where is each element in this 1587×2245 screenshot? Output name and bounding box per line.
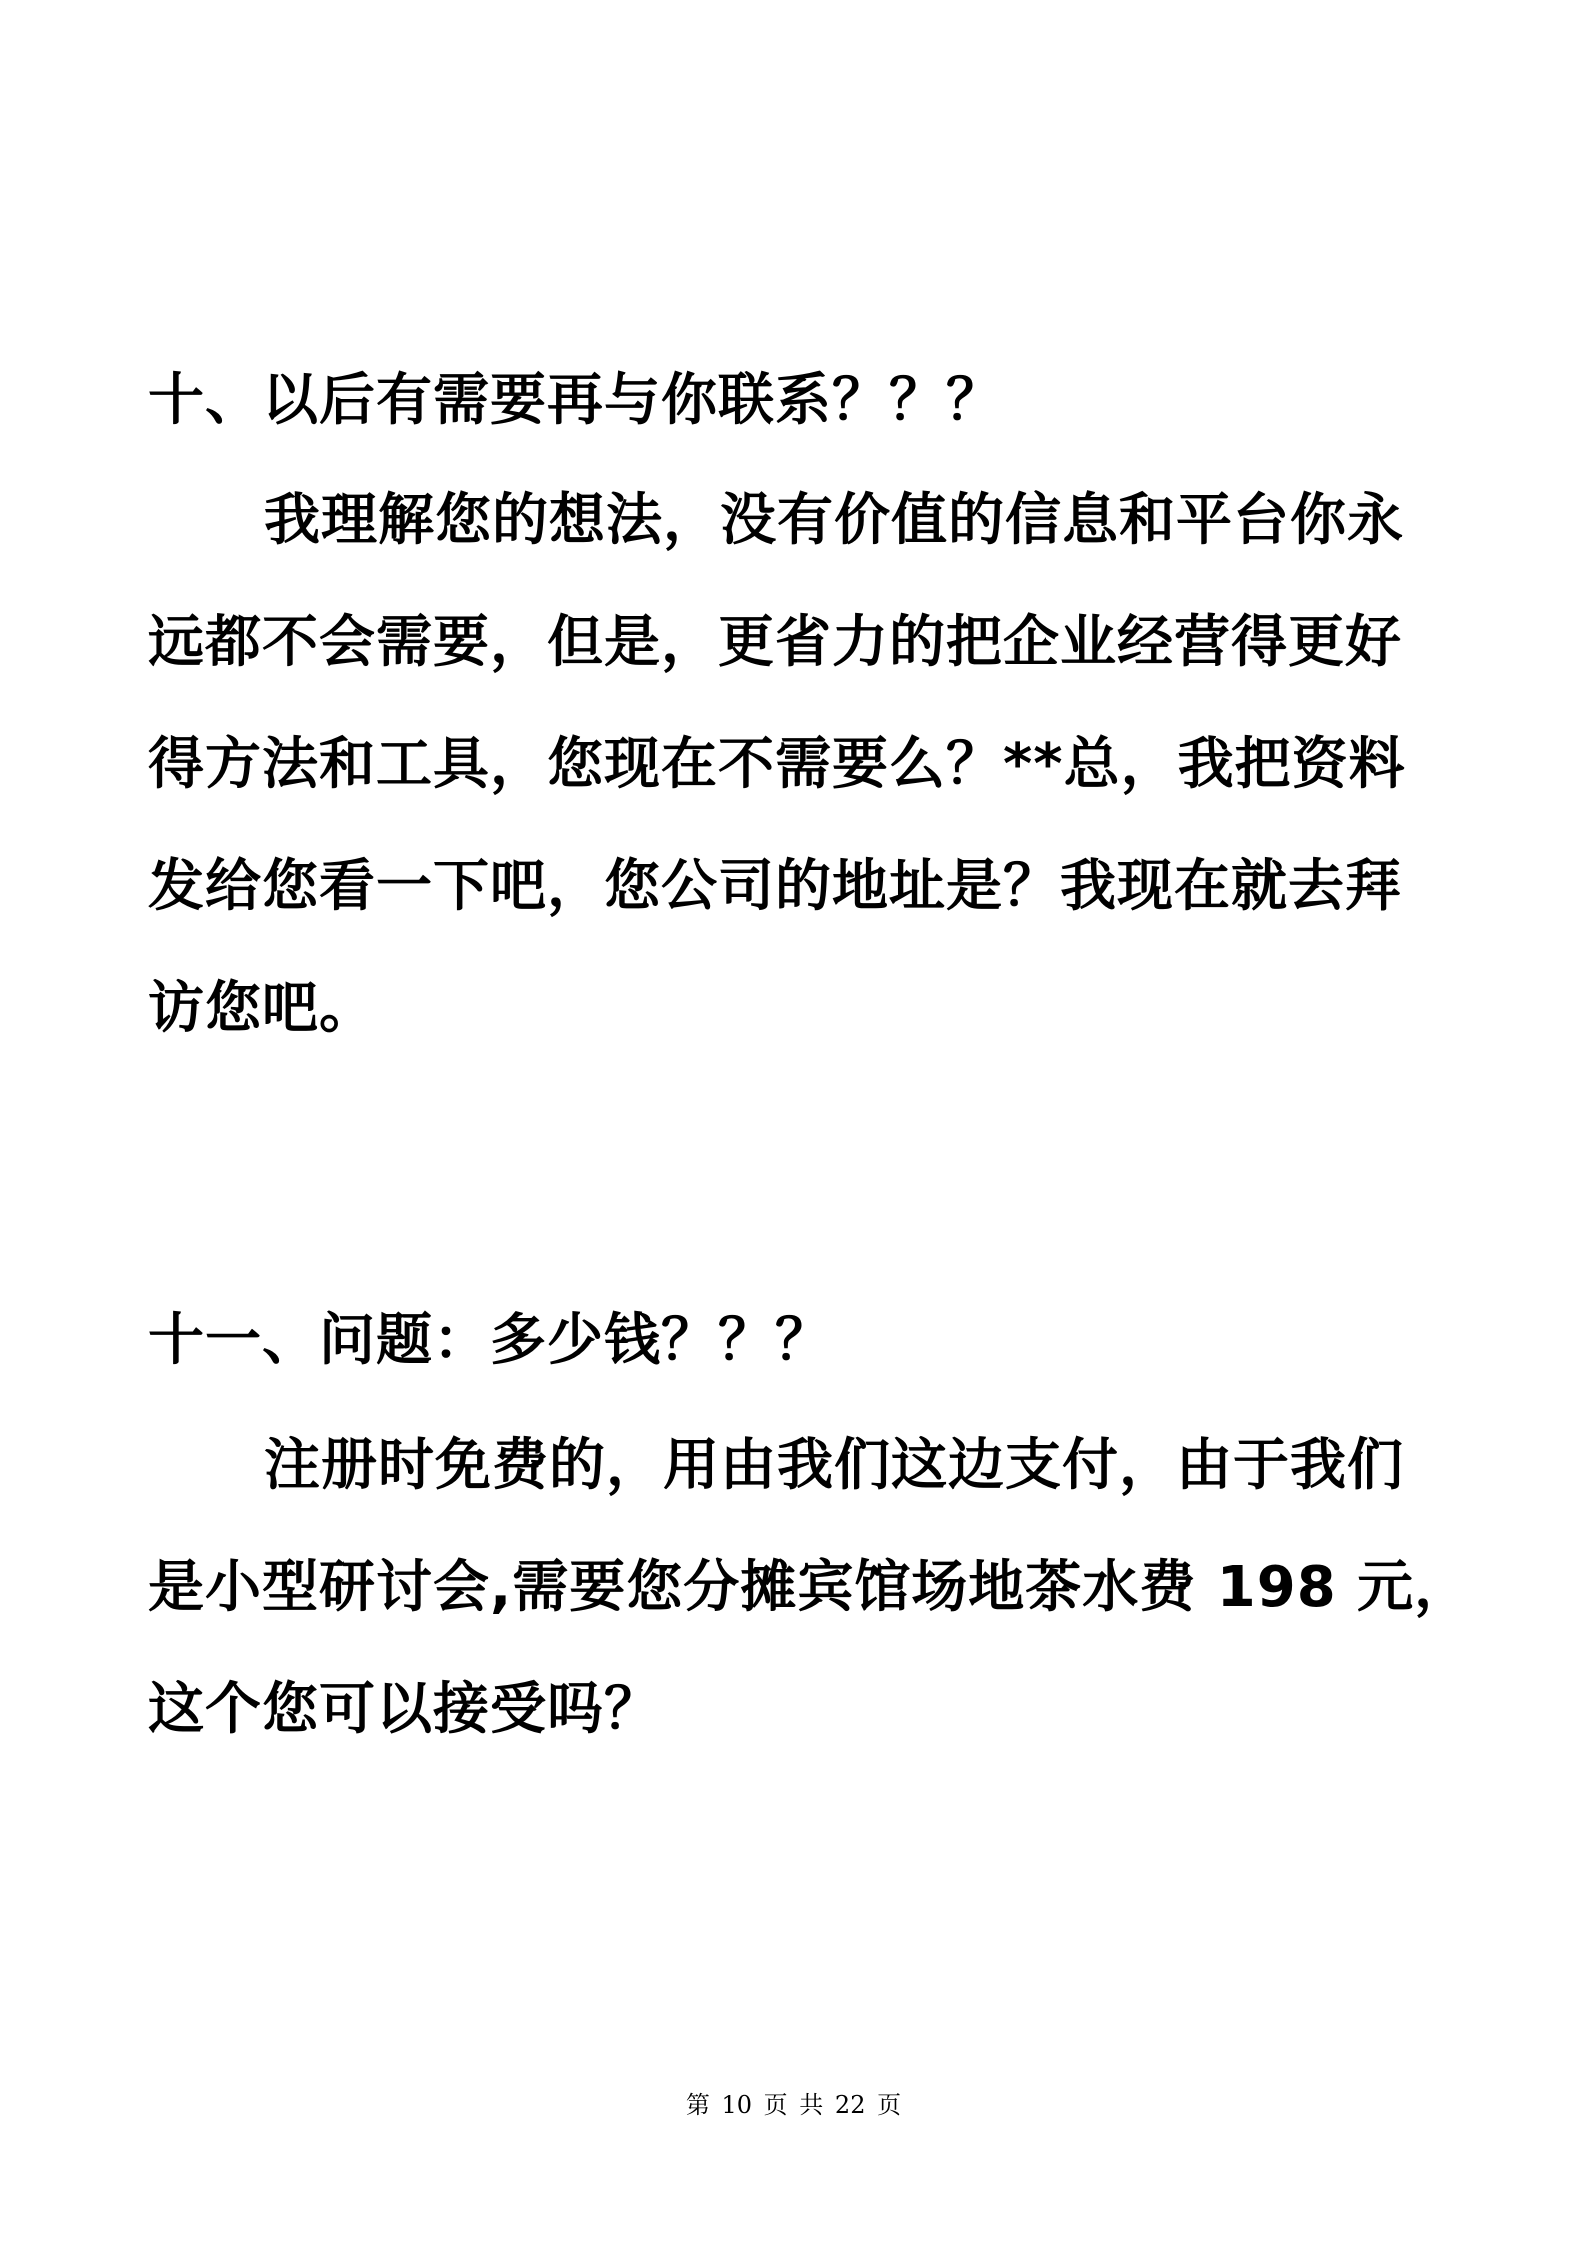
section-heading: 十、以后有需要再与你联系？？？: [148, 368, 1003, 433]
paragraph-line: 发给您看一下吧，您公司的地址是？我现在就去拜: [148, 854, 1402, 919]
page-number-footer: 第 10 页 共 22 页: [685, 2091, 902, 2119]
paragraph-line: 这个您可以接受吗？: [148, 1677, 661, 1742]
paragraph-line: 得方法和工具，您现在不需要么？**总，我把资料: [148, 732, 1406, 797]
paragraph-line: 访您吧。: [148, 976, 376, 1041]
paragraph-line: 是小型研讨会,需要您分摊宾馆场地茶水费 198 元，: [148, 1555, 1472, 1620]
paragraph-line: 远都不会需要，但是，更省力的把企业经营得更好: [148, 610, 1402, 675]
paragraph-line: 我理解您的想法，没有价值的信息和平台你永: [264, 488, 1404, 553]
paragraph-line: 注册时免费的，用由我们这边支付，由于我们: [264, 1433, 1404, 1498]
section-heading: 十一、问题：多少钱？？？: [148, 1308, 832, 1373]
